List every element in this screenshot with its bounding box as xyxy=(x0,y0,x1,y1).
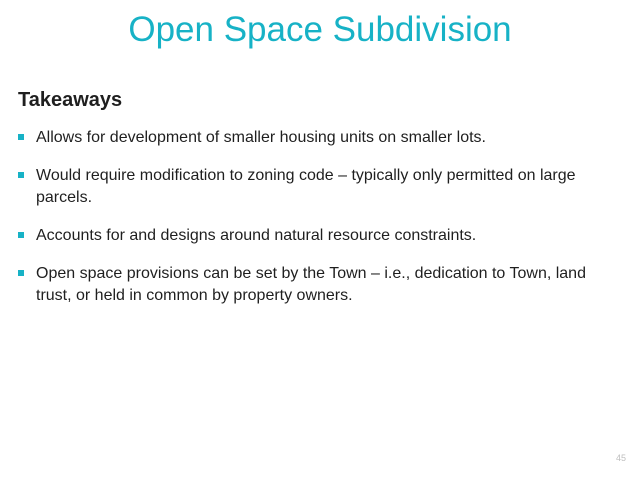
section-subheading: Takeaways xyxy=(18,89,123,111)
square-bullet-icon xyxy=(18,134,36,140)
bullet-item xyxy=(18,127,618,149)
square-bullet-icon xyxy=(18,232,36,238)
bullet-text: Would require modification to zoning code – typically only permitted on large parcels. xyxy=(36,167,576,206)
page-number: 45 xyxy=(615,453,626,463)
square-bullet-icon xyxy=(18,270,36,276)
slide-title: Open Space Subdivision xyxy=(128,10,512,49)
bullet-text: Accounts for and designs around natural resource constraints. xyxy=(36,227,477,244)
bullet-item xyxy=(18,165,618,209)
bullet-text: Allows for development of smaller housing units on smaller lots. xyxy=(36,129,486,146)
bullet-list xyxy=(18,127,618,323)
bullet-text: Open space provisions can be set by the Town – i.e., dedication to Town, land trust, or held in common by property owners. xyxy=(36,265,586,304)
bullet-item xyxy=(18,263,618,307)
square-bullet-icon xyxy=(18,172,36,178)
bullet-item xyxy=(18,225,618,247)
